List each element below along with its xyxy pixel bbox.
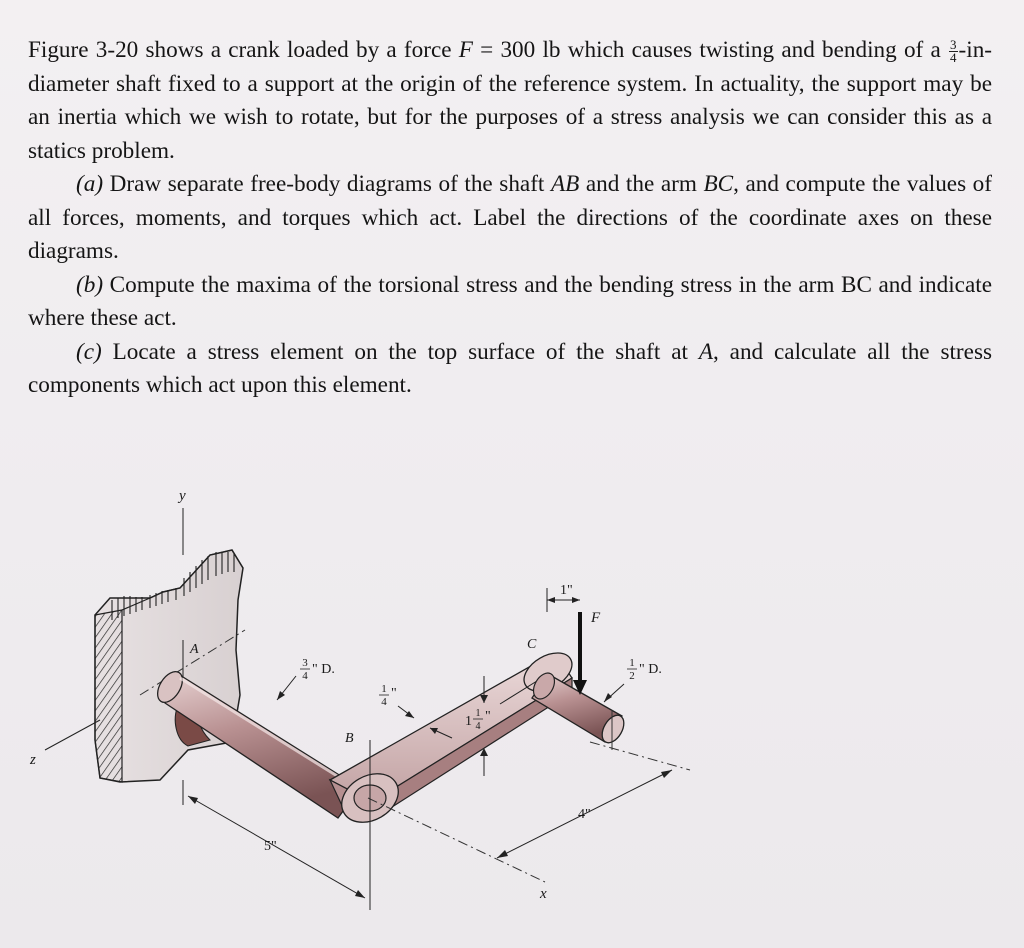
dim-1in-label: 1" [560, 583, 573, 598]
x-axis-label: x [540, 886, 547, 902]
force-equation: = 300 lb which causes twisting and bending of a [472, 37, 949, 63]
dim-4in [497, 770, 672, 858]
problem-statement [28, 34, 992, 403]
part-c-paragraph: (c) Locate a stress element on the top surface of the shaft at A, and calculate all the stress components which act upon this element. [28, 338, 992, 398]
intro-rest: -in-diameter shaft fixed to a support at the origin of the reference system. In actuality, the support may be an inertia which we wish to rotate, but for the purposes of a stress analysis we can consider this as a statics problem. [28, 37, 993, 164]
svg-text:4: 4 [381, 696, 387, 708]
svg-text:1: 1 [465, 714, 472, 729]
wall-support [95, 550, 243, 782]
part-c-label: (c) [76, 338, 102, 365]
dim-4in-label: 4" [578, 807, 591, 822]
crank-figure [0, 480, 1024, 948]
point-b-label: B [345, 731, 354, 746]
part-a-paragraph: (a) Draw separate free-body diagrams of the shaft AB and the arm BC, and compute the values of all forces, moments, and torques which act. Label the directions of the coordinate axes on these diagrams. [28, 171, 992, 264]
dim-5in-label: 5" [264, 839, 277, 854]
force-label: F [591, 610, 601, 626]
dim-1in [547, 583, 580, 612]
point-a-label: A [190, 642, 199, 657]
svg-text:4: 4 [475, 721, 481, 732]
shaft-diameter-callout [277, 657, 335, 700]
point-c-label: C [527, 637, 537, 652]
y-axis-label: y [179, 488, 186, 504]
svg-text:4: 4 [302, 670, 308, 682]
svg-text:" D.: " D. [312, 662, 335, 677]
arm-bc [330, 645, 579, 832]
force-arrow [573, 610, 601, 695]
z-axis-label: z [30, 752, 36, 768]
svg-text:": " [485, 709, 491, 724]
z-axis [29, 720, 100, 768]
svg-text:1: 1 [475, 708, 481, 719]
force-variable: F [458, 37, 473, 63]
svg-text:1: 1 [629, 657, 635, 669]
pin-diameter-callout [604, 657, 662, 702]
part-b-paragraph: (b) Compute the maxima of the torsional stress and the bending stress in the arm BC and indicate where these act. [28, 271, 992, 331]
part-b-label: (b) [76, 271, 104, 298]
svg-text:" D.: " D. [639, 662, 662, 677]
y-axis [177, 488, 186, 555]
svg-text:3: 3 [302, 657, 308, 669]
part-a-label: (a) [76, 171, 104, 197]
intro-paragraph [28, 34, 992, 168]
svg-text:": " [391, 686, 397, 701]
svg-text:1: 1 [381, 683, 387, 695]
intro-lead: Figure 3-20 shows a crank loaded by a force [28, 37, 459, 63]
shaft-diameter-fraction: $\frac{3}{4}$ [950, 36, 957, 65]
svg-text:2: 2 [629, 670, 635, 682]
